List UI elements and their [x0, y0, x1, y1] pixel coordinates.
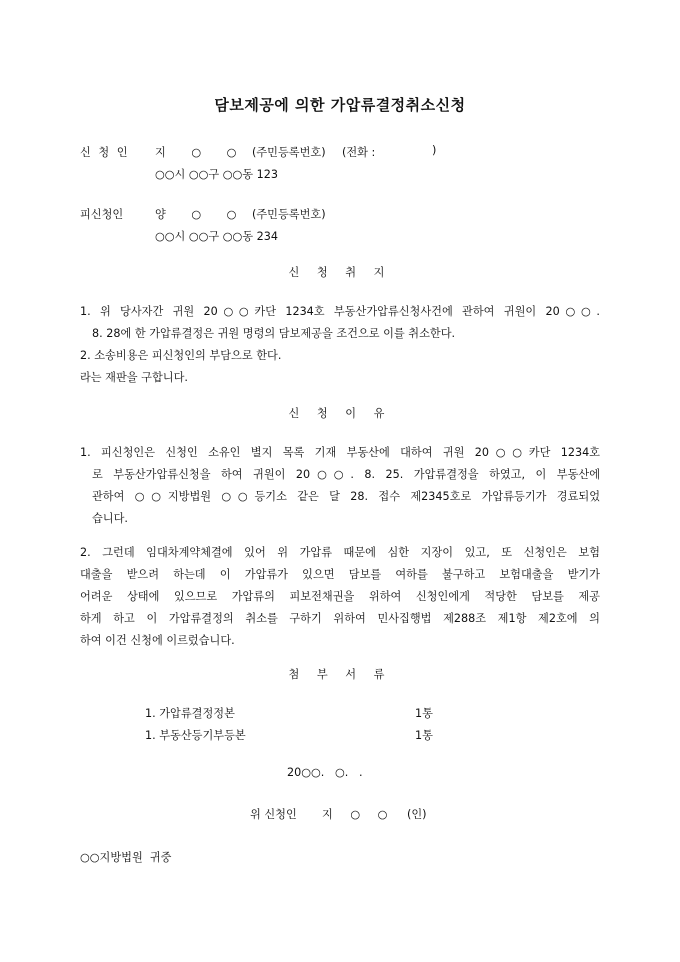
- reasons-line: 대출을 받으려 하는데 이 가압류가 있으면 담보를 여하를 불구하고 보험대출을 받기가: [80, 568, 600, 581]
- purpose-line: 1. 위 당사자간 귀원 20○○카단 1234호 부동산가압류신청사건에 관하여 귀원이 20○○.: [80, 305, 600, 318]
- purpose-items: [80, 301, 600, 389]
- reasons-heading: 신 청 이 유: [288, 407, 392, 420]
- purpose-line: 2. 소송비용은 피신청인의 부담으로 한다.: [80, 349, 282, 362]
- reasons-line: 하게 하고 이 가압류결정의 취소를 구하기 위하여 민사집행법 제288조 제1항 제2호에 의: [80, 612, 600, 625]
- attachment-name: 1. 부동산등기부등본: [145, 729, 246, 742]
- applicant-phone: (전화 :: [342, 146, 376, 159]
- applicant-name: 지 ○ ○: [155, 146, 237, 159]
- respondent-label: 피신청인: [80, 208, 124, 221]
- court-addressee: ○○지방법원 귀중: [80, 851, 172, 864]
- reasons-line: 습니다.: [92, 512, 128, 525]
- reasons-paragraph-1: [80, 442, 600, 530]
- reasons-paragraph-2: [80, 542, 600, 652]
- signature-name: 지 ○ ○: [322, 808, 388, 821]
- purpose-heading: 신 청 취 지: [288, 266, 392, 279]
- applicant-phone-close: ): [432, 144, 437, 157]
- reasons-line: 하여 이건 신청에 이르렀습니다.: [80, 634, 235, 647]
- signature-label: 위 신청인: [250, 808, 297, 821]
- applicant-address: ○○시 ○○구 ○○동 123: [155, 168, 279, 181]
- reasons-line: 2. 그런데 임대차계약체결에 있어 위 가압류 때문에 심한 지장이 있고, 또 신청인은 보험: [80, 546, 600, 559]
- reasons-line: 관하여 ○○지방법원 ○○등기소 같은 달 28. 접수 제2345호로 가압류등기가 경료되었: [92, 490, 600, 503]
- attachments-heading: 첨 부 서 류: [288, 668, 392, 681]
- attachment-count: 1통: [415, 707, 433, 720]
- signature-seal: (인): [407, 808, 427, 821]
- applicant-label: 신 청 인: [80, 146, 130, 159]
- respondent-id-note: (주민등록번호): [252, 208, 326, 221]
- application-date: 20○○. ○. .: [287, 766, 363, 779]
- reasons-line: 어려운 상태에 있으므로 가압류의 피보전채권을 위하여 신청인에게 적당한 담보를 제공: [80, 590, 600, 603]
- reasons-line: 로 부동산가압류신청을 하여 귀원이 20○○. 8. 25. 가압류결정을 하였고, 이 부동산에: [92, 468, 600, 481]
- attachment-count: 1통: [415, 729, 433, 742]
- reasons-line: 1. 피신청인은 신청인 소유인 별지 목록 기재 부동산에 대하여 귀원 20○○카단 1234호: [80, 446, 600, 459]
- respondent-address: ○○시 ○○구 ○○동 234: [155, 230, 279, 243]
- attachment-name: 1. 가압류결정정본: [145, 707, 235, 720]
- purpose-line: 라는 재판을 구합니다.: [80, 371, 188, 384]
- document-title: 담보제공에 의한 가압류결정취소신청: [214, 96, 466, 114]
- respondent-name: 양 ○ ○: [155, 208, 237, 221]
- applicant-id-note: (주민등록번호): [252, 146, 326, 159]
- purpose-line: 8. 28에 한 가압류결정은 귀원 명령의 담보제공을 조건으로 이를 취소한다.: [92, 327, 456, 340]
